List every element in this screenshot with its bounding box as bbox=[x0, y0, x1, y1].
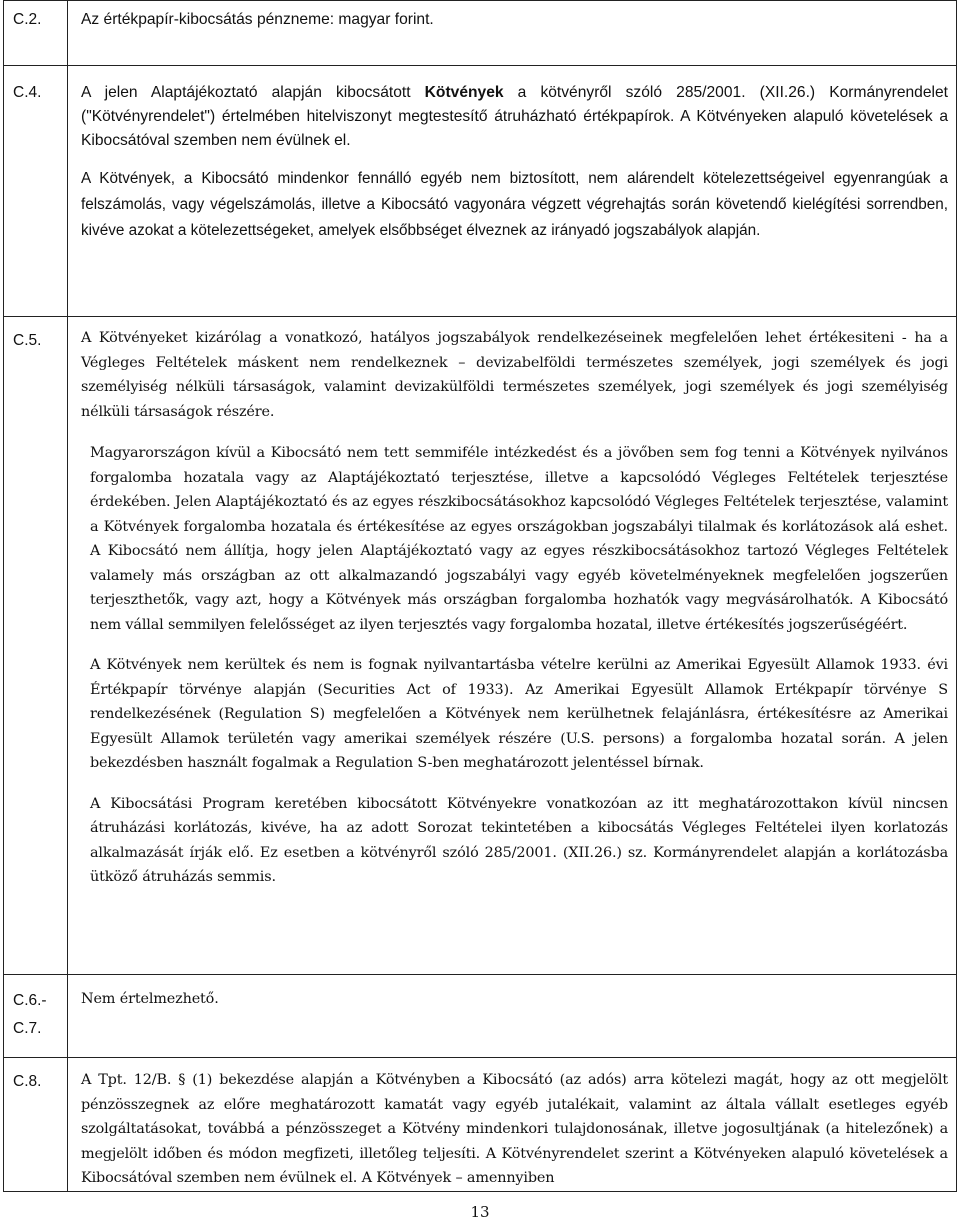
c4-p1-bold: Kötvények bbox=[424, 84, 504, 101]
row-content-cell bbox=[68, 975, 957, 1058]
row-code-c8: C.8. bbox=[13, 1073, 42, 1090]
summary-table bbox=[3, 0, 957, 1192]
c8-text: A Tpt. 12/B. § (1) bekezdése alapján a Kötvényben a Kibocsátó (az adós) arra kötelezi magát, hogy az ott megjelölt pénzösszegnek az előre meghatározott kamatát vagy egyéb jutalékait, valamint az általa vállalt esetleges egyéb szolgáltatásokat, továbbá a pénzösszeget a Kötvény mindenkori tulajdonosának, illetve jogosultjának (a hitelezőnek) a megjelölt időben és módon megfizeti, illetőleg teljesíti. A Kötvényrendelet szerint a Kötvényeken alapuló követelések a Kibocsátóval szemben nem évülnek el. A Kötvények – amennyiben bbox=[81, 1072, 948, 1186]
page-number: 13 bbox=[470, 1203, 490, 1221]
table-row-c2 bbox=[4, 1, 957, 66]
c5-paragraph-3: A Kötvények nem kerültek és nem is fognak nyilvantartásba vételre kerülni az Amerikai Egyesült Allamok 1933. évi Értékpapír törvénye alapján (Securities Act of 1933). Az Amerikai Egyesült Allamok Ertékpapír törvénye S rendelkezésének (Regulation S) megfelelően a Kötvények nem kerülhetnek felajánlásra, értékesítésre az Amerikai Egyesült Allamok területén vagy amerikai személyek részére (U.S. persons) a forgalomba hozatal során. A jelen bekezdésben használt fogalmak a Regulation S-ben meghatározott jelentéssel bírnak. bbox=[90, 657, 948, 771]
c2-text: Az értékpapír-kibocsátás pénzneme: magyar forint. bbox=[81, 11, 434, 28]
row-code-c5: C.5. bbox=[13, 332, 42, 349]
row-content-cell bbox=[68, 1058, 957, 1192]
table-row-c6-c7 bbox=[4, 975, 957, 1058]
table-row-c4 bbox=[4, 66, 957, 317]
row-code-cell bbox=[4, 1058, 68, 1192]
c5-paragraph-2: Magyarországon kívül a Kibocsátó nem tett semmiféle intézkedést és a jövőben sem fog tenni a Kötvények nyilvános forgalomba hozatala vagy az Alaptájékoztató terjesztése, illetve a kapcsolódó Végleges Feltételek terjesztése érdekében. Jelen Alaptájékoztató és az egyes részkibocsátásokhoz kapcsolódó Végleges Feltételek terjesztése, valamint a Kötvények forgalomba hozatala és értékesítése az egyes országokban jogszabályi tilalmak és korlátozások alá eshet. A Kibocsátó nem állítja, hogy jelen Alaptájékoztató vagy az egyes részkibocsátásokhoz tartozó Végleges Feltételek valamely más országban az ott alkalmazandó jogszabályi vagy egyéb követelményeknek megfelelően jogszerűen terjeszthetők, vagy azt, hogy a Kötvények más országban forgalomba hozhatók vagy megvásárolhatók. A Kibocsátó nem vállal semmilyen felelősséget az ilyen terjesztés vagy forgalomba hozatal, illetve értékesítés jogszerűségéért. bbox=[90, 445, 948, 633]
c67-text: Nem értelmezhető. bbox=[81, 991, 219, 1007]
c4-paragraph-2: A Kötvények, a Kibocsátó mindenkor fennálló egyéb nem biztosított, nem alárendelt kötelezettségeivel egyenrangúak a felszámolás, vagy végelszámolás, illetve a Kibocsátó vagyonára végzett végrehajtás során követendő kielégítési sorrendben, kivéve azokat a kötelezettségeket, amelyek elsőbbséget élveznek az irányadó jogszabályok alapján. bbox=[81, 170, 948, 239]
c4-paragraph-1 bbox=[81, 81, 948, 153]
row-code-c4: C.4. bbox=[13, 84, 42, 101]
table-row-c5 bbox=[4, 317, 957, 975]
c5-paragraph-4: A Kibocsátási Program keretében kibocsátott Kötvényekre vonatkozóan az itt meghatározottakon kívül nincsen átruházási korlátozás, kivéve, ha az adott Sorozat tekintetében a kibocsátás Végleges Feltételei ilyen korlatozás alkalmazását írják elő. Ez esetben a kötvényről szóló 285/2001. (XII.26.) sz. Kormányrendelet alapján a korlátozásba ütköző átruházás semmis. bbox=[90, 795, 948, 885]
row-content-cell bbox=[68, 1, 957, 66]
row-content-cell bbox=[68, 317, 957, 975]
c4-p1-text-rest: a kötvényről szóló 285/2001. (XII.26.) Kormányrendelet ("Kötvényrendelet") értelmében hitelviszonyt megtestesítő átruházható értékpapírok. A Kötvényeken alapuló követelések a Kibocsátóval szemben nem évülnek el. bbox=[81, 84, 948, 149]
row-content-cell bbox=[68, 66, 957, 317]
row-code-cell bbox=[4, 66, 68, 317]
c5-paragraph-1: A Kötvényeket kizárólag a vonatkozó, hatályos jogszabályok rendelkezéseinek megfelelően lehet értékesiteni - ha a Végleges Feltételek máskent nem rendelkeznek – devizabelföldi természetes személyek, jogi személyek és jogi személyiség nélküli társaságok, valamint devizakülföldi természetes személyek, jogi személyek és jogi személyiség nélküli társaságok részére. bbox=[81, 330, 948, 420]
row-code-c2: C.2. bbox=[13, 11, 42, 28]
row-code-cell bbox=[4, 1, 68, 66]
row-code-cell bbox=[4, 317, 68, 975]
row-code-c6-c7: C.6.- C.7. bbox=[13, 992, 47, 1037]
row-code-cell bbox=[4, 975, 68, 1058]
table-row-c8 bbox=[4, 1058, 957, 1192]
c4-p1-text: A jelen Alaptájékoztató alapján kibocsátott bbox=[81, 84, 425, 101]
